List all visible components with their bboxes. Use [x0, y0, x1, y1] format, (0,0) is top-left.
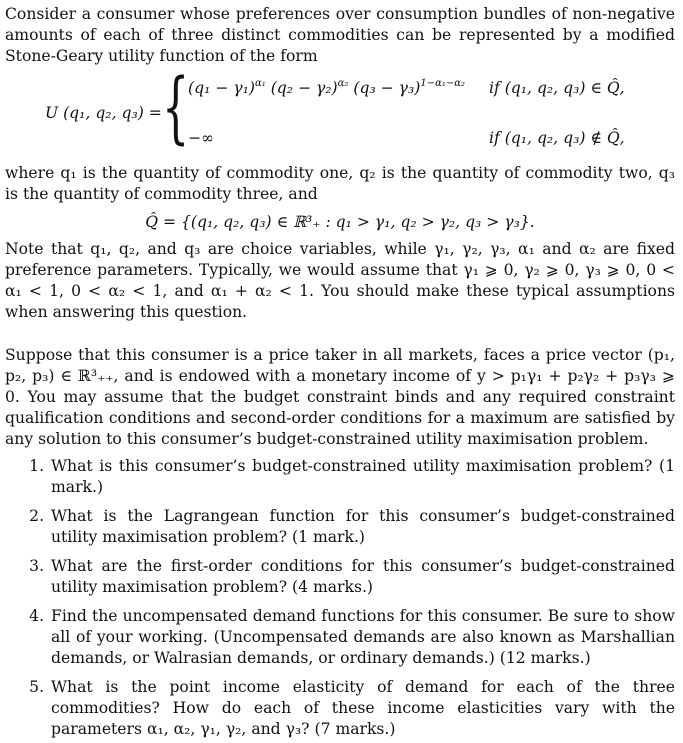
suppose-paragraph: Suppose that this consumer is a price taker in all markets, faces a price vector (p₁, p₂, p₃) ∈ ℝ³₊₊, and is endowed with a monetary income of y > p₁γ₁ + p₂γ₂ + p₃γ₃ ⩾ 0. You may assume that the budget constraint binds and any required constraint qualification conditions and second-order conditions for a maximum are satisfied by any solution to this consumer’s budget-constrained utility maximisation problem.	[5, 346, 675, 448]
utility-case-2-condition: if (q₁, q₂, q₃) ∉ Q̂,	[489, 129, 625, 147]
utility-function-equation	[5, 63, 675, 163]
factor-2: (q₂ − γ₂)	[270, 79, 338, 97]
question-item: 4. Find the uncompensated demand functions for this consumer. Be sure to show all of your working. (Uncompensated demands are also known as Marshallian demands, or Walrasian demands, or ordinary demands.) (12 marks.)	[49, 606, 675, 669]
exponent-3: 1−α₁−α₂	[420, 78, 465, 89]
note-paragraph: Note that q₁, q₂, and q₃ are choice variables, while γ₁, γ₂, γ₃, α₁ and α₂ are fixed preference parameters. Typically, we would assume that γ₁ ⩾ 0, γ₂ ⩾ 0, γ₃ ⩾ 0, 0 < α₁ < 1, 0 < α₂ < 1, and α₁ + α₂ < 1. You should make these typical assumptions when answering this question.	[5, 240, 675, 321]
utility-case-1-condition: if (q₁, q₂, q₃) ∈ Q̂,	[489, 79, 625, 97]
qhat-definition: Q̂ = {(q₁, q₂, q₃) ∈ ℝ³₊ : q₁ > γ₁, q₂ > γ₂, q₃ > γ₃}.	[145, 213, 535, 231]
factor-1: (q₁ − γ₁)	[188, 79, 255, 97]
question-list	[5, 456, 675, 740]
paragraph-gap	[5, 323, 675, 345]
exponent-2: α₂	[337, 78, 349, 89]
question-item: 5. What is the point income elasticity of demand for each of the three commodities? How do each of these income elasticities vary with the parameters α₁, α₂, γ₁, γ₂, and γ₃? (7 marks.)	[49, 677, 675, 740]
utility-case-1-expression	[188, 79, 465, 97]
question-item: 1. What is this consumer’s budget-constrained utility maximisation problem? (1 mark.)	[49, 456, 675, 498]
question-item: 3. What are the first-order conditions for this consumer’s budget-constrained utility maximisation problem? (4 marks.)	[49, 556, 675, 598]
where-paragraph: where q₁ is the quantity of commodity one, q₂ is the quantity of commodity two, q₃ is the quantity of commodity three, and	[5, 164, 675, 203]
utility-lhs: U (q₁, q₂, q₃) =	[45, 104, 162, 122]
intro-paragraph: Consider a consumer whose preferences over consumption bundles of non-negative amounts of each of three distinct commodities can be represented by a modified Stone-Geary utility function of the form	[5, 5, 675, 65]
cases-brace: {	[162, 63, 190, 153]
factor-3: (q₃ − γ₃)	[353, 79, 421, 97]
exponent-1: α₁	[254, 78, 266, 89]
utility-case-2-expression: −∞	[188, 129, 215, 147]
question-item: 2. What is the Lagrangean function for this consumer’s budget-constrained utility maximisation problem? (1 mark.)	[49, 506, 675, 548]
